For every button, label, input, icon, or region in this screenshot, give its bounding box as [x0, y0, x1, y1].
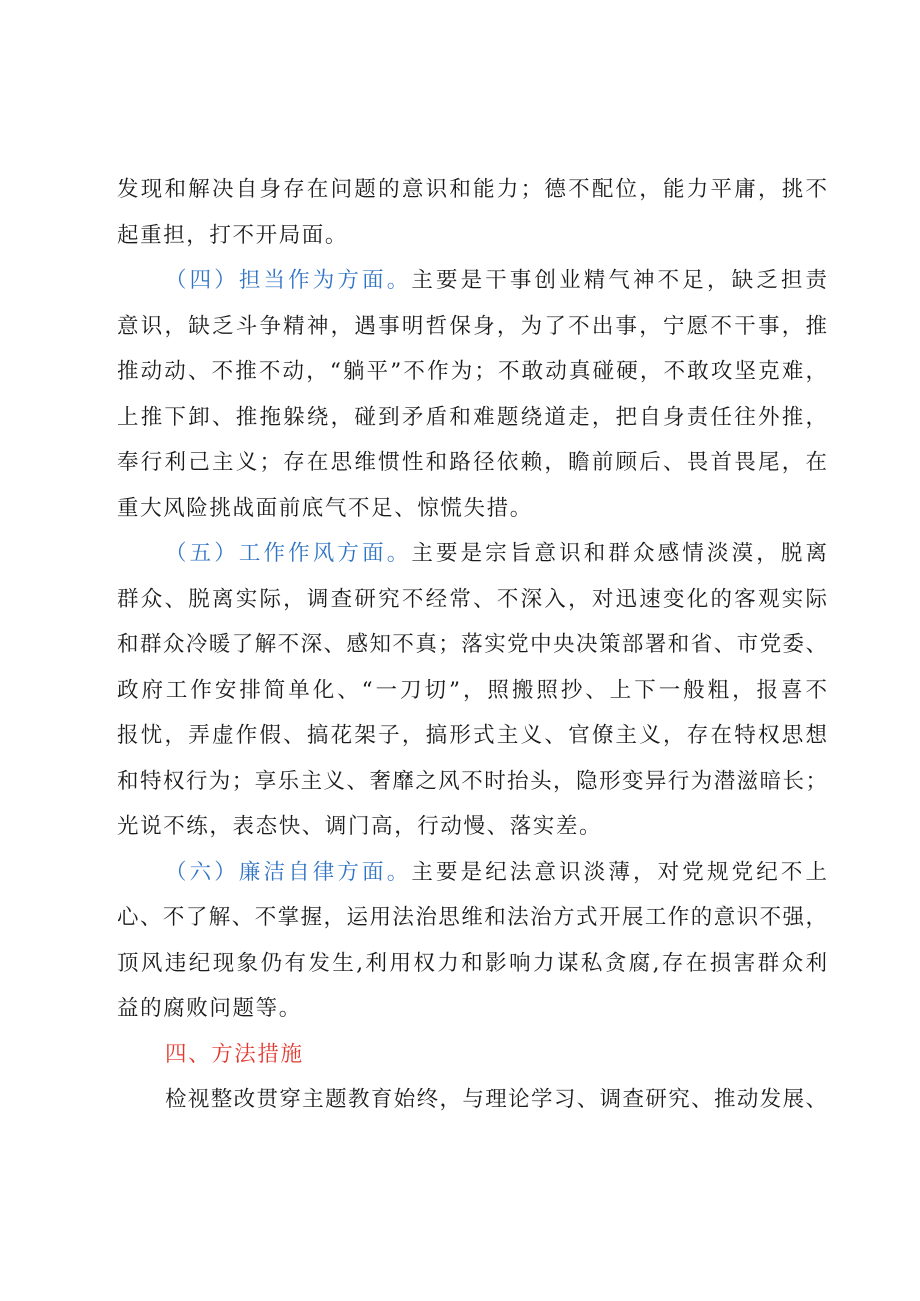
text-run: 主要是宗旨意识和群众感情淡漠，脱离 [411, 541, 827, 566]
paragraph-responsibility [117, 258, 827, 531]
paragraph-work-style [117, 531, 827, 850]
text-line: 上推下卸、推拖躲绕，碰到矛盾和难题绕道走，把自身责任往外推， [117, 404, 827, 430]
text-line: 起重担，打不开局面。 [117, 222, 349, 248]
document-body [117, 167, 827, 1123]
text-line: 和群众冷暖了解不深、感知不真；落实党中央决策部署和省、市党委、 [117, 632, 827, 657]
text-line: 意识，缺乏斗争精神，遇事明哲保身，为了不出事，宁愿不干事，推 [117, 313, 827, 339]
paragraph-continuation [117, 167, 827, 258]
paragraph-rectification [117, 1077, 827, 1123]
paragraph-first-line [117, 850, 827, 896]
section-heading-methods: 四、方法措施 [165, 1041, 304, 1067]
paragraph-first-line [117, 531, 827, 577]
subheading-work-style: （五）工作作风方面。 [165, 541, 412, 566]
text-line: 光说不练，表态快、调门高，行动慢、落实差。 [117, 814, 603, 839]
subheading-integrity: （六）廉洁自律方面。 [165, 859, 412, 885]
text-line: 顶风违纪现象仍有发生,利用权力和影响力谋私贪腐,存在损害群众利 [117, 950, 827, 976]
text-line: 发现和解决自身存在问题的意识和能力；德不配位，能力平庸，挑不 [117, 177, 827, 202]
section-methods [117, 1032, 827, 1078]
text-line: 政府工作安排简单化、“一刀切”，照搬照抄、上下一般粗，报喜不 [117, 677, 827, 703]
text-line: 和特权行为；享乐主义、奢靡之风不时抬头，隐形变异行为潜滋暗长； [117, 768, 827, 794]
text-run: 主要是干事创业精气神不足，缺乏担责 [411, 268, 827, 293]
text-line: 益的腐败问题等。 [117, 996, 302, 1021]
paragraph-first-line: 检视整改贯穿主题教育始终，与理论学习、调查研究、推动发展、 [165, 1087, 827, 1112]
text-line: 推动动、不推不动，“躺平”不作为；不敢动真碰硬，不敢攻坚克难， [117, 359, 827, 384]
text-line: 报忧，弄虚作假、搞花架子，搞形式主义、官僚主义，存在特权思想 [117, 723, 827, 748]
text-line: 心、不了解、不掌握，运用法治思维和法治方式开展工作的意识不强， [117, 905, 827, 930]
text-run: 主要是纪法意识淡薄，对党规党纪不上 [411, 859, 827, 885]
text-line: 群众、脱离实际，调查研究不经常、不深入，对迅速变化的客观实际 [117, 586, 827, 612]
text-line: 奉行利己主义；存在思维惯性和路径依赖，瞻前顾后、畏首畏尾，在 [117, 450, 827, 475]
subheading-responsibility: （四）担当作为方面。 [165, 268, 412, 293]
paragraph-integrity [117, 850, 827, 1032]
text-line: 重大风险挑战面前底气不足、惊慌失措。 [117, 495, 533, 521]
paragraph-first-line [117, 258, 827, 304]
